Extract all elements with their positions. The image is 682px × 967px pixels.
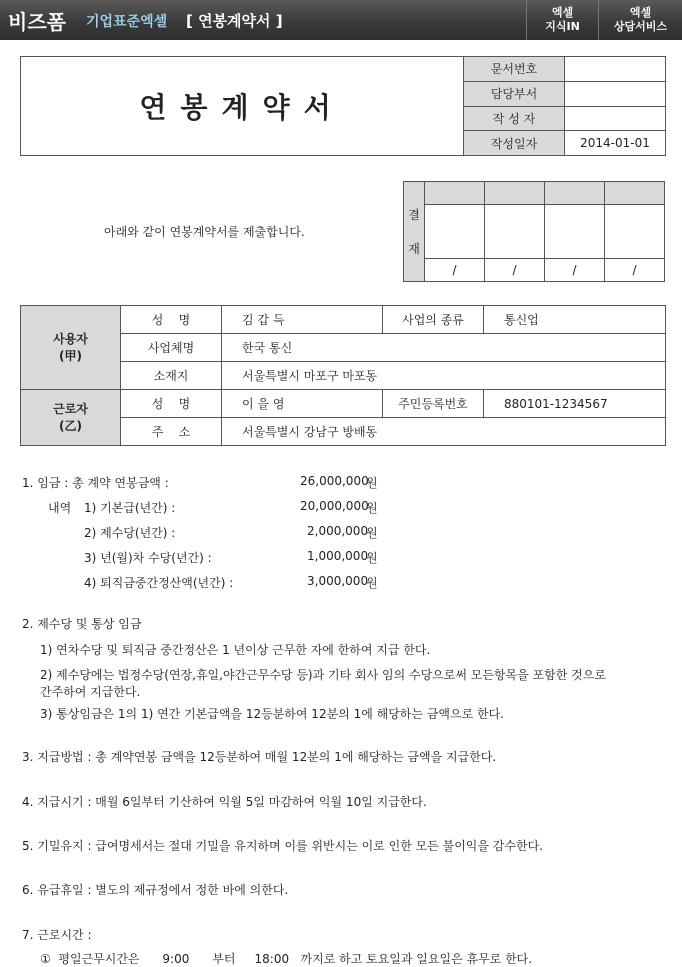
button-line-2: 지식IN (545, 20, 580, 33)
top-bar (0, 0, 682, 40)
approval-date-cell[interactable]: / (545, 259, 605, 282)
wage-item-amount: 1,000,000 (307, 549, 369, 563)
doc-number-value[interactable] (565, 57, 666, 82)
business-type-value[interactable]: 통신업 (484, 306, 666, 334)
department-value[interactable] (565, 81, 666, 106)
wage-item-label: 1) 기본급(년간) : (84, 501, 176, 515)
location-value[interactable]: 서울특별시 마포구 마포동 (222, 362, 666, 390)
resident-number-value[interactable]: 880101-1234567 (484, 390, 666, 418)
department-label: 담당부서 (464, 81, 565, 106)
employee-name-value[interactable]: 이 을 영 (222, 390, 383, 418)
approval-table (403, 181, 665, 282)
company-label: 사업체명 (121, 334, 222, 362)
signature-cell[interactable] (425, 205, 485, 259)
wage-item-amount: 2,000,000 (307, 524, 369, 538)
company-value[interactable]: 한국 통신 (222, 334, 666, 362)
wage-item-unit: 원 (366, 576, 378, 590)
wage-heading: 1. 임금 : 총 계약 연봉금액 : (22, 476, 169, 490)
employee-sub-label: (乙) (59, 418, 82, 433)
approval-date-cell[interactable]: / (485, 259, 545, 282)
allowance-item: 2) 제수당에는 법정수당(연장,휴일,야간근무수당 등)과 기타 회사 임의 수당으로써 모든항목을 포함한 것으로 (40, 668, 606, 682)
employer-sub-label: (甲) (59, 348, 82, 363)
allowance-item: 1) 연차수당 및 퇴직금 중간정산은 1 년이상 근무한 자에 한하여 지급 한다. (40, 643, 431, 657)
wage-item-unit: 원 (366, 551, 378, 565)
bizform-logo[interactable]: 비즈폼 (8, 10, 66, 34)
approver-title-cell[interactable] (485, 182, 545, 205)
document-label: [ 연봉계약서 ] (186, 12, 283, 30)
excel-knowledge-in-button[interactable] (526, 0, 598, 40)
address-label: 주 소 (121, 418, 222, 446)
signature-cell[interactable] (485, 205, 545, 259)
brand-link[interactable]: 기업표준엑셀 (86, 14, 168, 30)
address-value[interactable]: 서울특별시 강남구 방배동 (222, 418, 666, 446)
wage-item-unit: 원 (366, 501, 378, 515)
approval-date-cell[interactable]: / (425, 259, 485, 282)
intro-text: 아래와 같이 연봉계약서를 제출합니다. (104, 225, 305, 239)
allowances-heading: 2. 제수당 및 통상 임금 (22, 617, 142, 631)
document-header-table (20, 56, 666, 156)
work-hours-heading: 7. 근로시간 : (22, 928, 92, 942)
employee-name-label: 성 명 (121, 390, 222, 418)
wage-item-label: 4) 퇴직금중간정산액(년간) : (84, 576, 234, 590)
approval-label (404, 182, 425, 282)
allowance-item: 3) 통상임금은 1의 1) 연간 기본급액을 12등분하여 12분의 1에 해당하는 금액으로 한다. (40, 707, 504, 721)
business-type-label: 사업의 종류 (383, 306, 484, 334)
employer-name-label: 성 명 (121, 306, 222, 334)
resident-number-label: 주민등록번호 (383, 390, 484, 418)
location-label: 소재지 (121, 362, 222, 390)
employer-group-label (21, 306, 121, 390)
button-line-1: 엑셀 (551, 6, 574, 19)
date-label: 작성일자 (464, 131, 565, 156)
approval-date-cell[interactable]: / (605, 259, 665, 282)
employer-label: 사용자 (53, 331, 88, 346)
clause-paid-holiday: 6. 유급휴일 : 별도의 제규정에서 정한 바에 의한다. (22, 883, 289, 897)
signature-cell[interactable] (545, 205, 605, 259)
button-line-2: 상담서비스 (613, 20, 668, 33)
approver-title-cell[interactable] (605, 182, 665, 205)
employer-name-value[interactable]: 김 갑 득 (222, 306, 383, 334)
author-label: 작 성 자 (464, 106, 565, 131)
wage-unit: 원 (366, 476, 378, 490)
button-line-1: 엑셀 (629, 6, 652, 19)
work-hours-line: ① 평일근무시간은 9:00 부터 18:00 까지로 하고 토요일과 일요일은 휴무로 한다. (40, 952, 533, 966)
clause-payment-method: 3. 지급방법 : 총 계약연봉 금액을 12등분하여 매월 12분의 1에 해당하는 금액을 지급한다. (22, 750, 497, 764)
author-value[interactable] (565, 106, 666, 131)
wage-total: 26,000,000 (300, 474, 369, 488)
document-title: 연봉계약서 (21, 57, 464, 156)
wage-item-label: 3) 년(월)차 수당(년간) : (84, 551, 212, 565)
wage-item-amount: 20,000,000 (300, 499, 369, 513)
date-value[interactable]: 2014-01-01 (565, 131, 666, 156)
clause-confidentiality: 5. 기밀유지 : 급여명세서는 절대 기밀을 유지하며 이를 위반시는 이로 인한 모든 불이익을 감수한다. (22, 839, 543, 853)
breakdown-label: 내역 (48, 501, 72, 515)
parties-table (20, 305, 666, 446)
approval-label-bottom: 재 (408, 241, 420, 256)
allowance-item-continued: 간주하여 지급한다. (40, 685, 141, 699)
approval-label-top: 결 (408, 207, 420, 222)
doc-number-label: 문서번호 (464, 57, 565, 82)
wage-item-amount: 3,000,000 (307, 574, 369, 588)
approver-title-cell[interactable] (545, 182, 605, 205)
clause-payment-time: 4. 지급시기 : 매월 6일부터 기산하여 익월 5일 마감하여 익월 10일 지급한다. (22, 795, 427, 809)
excel-consulting-button[interactable] (598, 0, 682, 40)
employee-group-label (21, 390, 121, 446)
wage-item-label: 2) 제수당(년간) : (84, 526, 176, 540)
employee-label: 근로자 (53, 401, 88, 416)
wage-item-unit: 원 (366, 526, 378, 540)
signature-cell[interactable] (605, 205, 665, 259)
approver-title-cell[interactable] (425, 182, 485, 205)
